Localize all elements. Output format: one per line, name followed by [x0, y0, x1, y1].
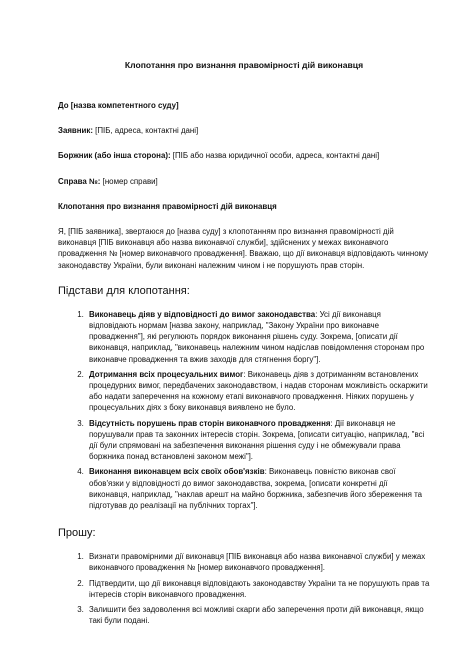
- debtor-label: Боржник (або інша сторона):: [58, 151, 171, 161]
- debtor-line: [58, 150, 430, 161]
- ground-title: Виконання виконавцем всіх своїх обов'язків: [89, 467, 265, 477]
- ground-text: : Усі дії виконавця відповідають нормам [назва закону, наприклад, "Закону України про виконавче провадження"], які регулюють порядок виконання рішень суду. Зокрема, [описати дії виконавця, наприклад, "виконавець належним чином надіслав повідомлення сторонам про виконавче провадження та вжив заходів для стягнення боргу"].: [89, 309, 425, 364]
- ground-title: Дотримання всіх процесуальних вимог: [89, 369, 244, 379]
- list-item: 2. Підтвердити, що дії виконавця відповідають законодавству України та не порушують прав та інтересів сторін виконавчого провадження.: [86, 578, 430, 600]
- list-item: [86, 369, 430, 414]
- ground-text: : Виконавець діяв з дотриманням встановлених процедурних вимог, передбачених законодавством, і надав сторонам можливість оскаржити або надати заперечення на кожному етапі виконавчого провадження. Ніяких порушень у процесуальних діях з боку виконавця виявлено не було.: [89, 369, 428, 413]
- ground-title: Виконавець діяв у відповідності до вимог законодавства: [89, 309, 316, 319]
- ground-text: : Дії виконавця не порушували прав та законних інтересів сторін. Зокрема, [описати ситуацію, наприклад, "всі дії були спрямовані на забезпечення виконання рішення суду і не обмежували права боржника понад встановлені законом межі"].: [89, 418, 425, 462]
- list-item: 1. Визнати правомірними дії виконавця [ПІБ виконавця або назва виконавчої служби] у межах виконавчого провадження № [номер виконавчого провадження].: [86, 551, 430, 573]
- debtor-value: [ПІБ або назва юридичної особи, адреса, контактні дані]: [170, 151, 380, 161]
- case-value: [номер справи]: [100, 176, 158, 186]
- applicant-value: [ПІБ, адреса, контактні дані]: [92, 126, 199, 136]
- list-item: [86, 309, 430, 365]
- requests-heading: Прошу:: [58, 527, 96, 540]
- ground-text: : Виконавець повністю виконав свої обов'язки у відповідності до вимог законодавства, зокрема, [описати конкретні дії виконавця, наприклад, "наклав арешт на майно боржника, забезпечив його збереження та підготував до реалізації на публічних торгах"].: [89, 467, 423, 511]
- court-line-text: До [назва компетентного суду]: [58, 101, 179, 110]
- document-subtitle: Клопотання про визнання правомірності дій виконавця: [58, 201, 277, 211]
- grounds-list: [58, 309, 430, 511]
- applicant-line: [58, 125, 430, 136]
- document-title: Клопотання про визнання правомірності дій виконавця: [124, 60, 364, 70]
- court-line: [58, 100, 430, 111]
- list-item: 3. Залишити без задоволення всі можливі скарги або заперечення проти дій виконавця, якщо такі були подані.: [86, 604, 430, 626]
- list-item: [86, 466, 430, 511]
- subtitle-line: [58, 201, 430, 212]
- grounds-heading: Підстави для клопотання:: [58, 284, 190, 297]
- case-label: Справа №:: [58, 176, 101, 186]
- applicant-label: Заявник:: [58, 126, 93, 136]
- list-item: [86, 418, 430, 463]
- intro-paragraph: Я, [ПІБ заявника], звертаюся до [назва суду] з клопотанням про визнання правомірності дій виконавця [ПІБ виконавця або назва виконавчої служби], здійснених у межах виконавчого провадження № [номер виконавчого провадження]. Вважаю, що дії виконавця відповідають чинному законодавству України, були виконані належним чином і не порушують прав сторін.: [58, 227, 429, 270]
- ground-title: Відсутність порушень прав сторін виконавчого провадження: [89, 418, 331, 428]
- case-line: [58, 176, 430, 187]
- requests-list: [58, 551, 430, 626]
